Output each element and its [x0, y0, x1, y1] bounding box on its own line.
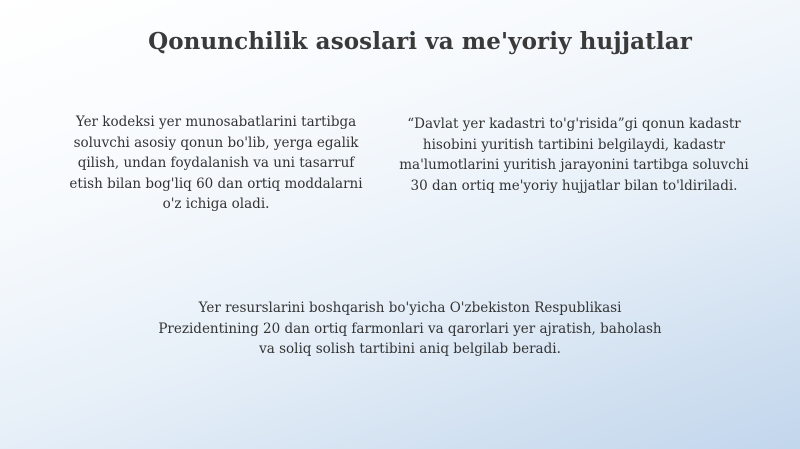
- presidential-decrees-paragraph: Yer resurslarini boshqarish bo'yicha O'zbekiston Respublikasi Prezidentining 20 dan ortiq farmonlari va qarorlari yer ajratish, baholash va soliq solish tartibini aniq belgilab beradi.: [158, 300, 662, 357]
- land-code-paragraph: Yer kodeksi yer munosabatlarini tartibga soluvchi asosiy qonun bo'lib, yerga egalik qilish, undan foydalanish va uni tasarruf etish bilan bog'liq 60 dan ortiq moddalarni o'z ichiga oladi.: [69, 114, 363, 212]
- slide-title: Qonunchilik asoslari va me'yoriy hujjatlar: [148, 28, 692, 55]
- cadastre-law-paragraph: “Davlat yer kadastri to'g'risida”gi qonun kadastr hisobini yuritish tartibini belgilaydi, kadastr ma'lumotlarini yuritish jarayonini tartibga soluvchi 30 dan ortiq me'yoriy hujjatlar bilan to'ldiriladi.: [399, 116, 749, 194]
